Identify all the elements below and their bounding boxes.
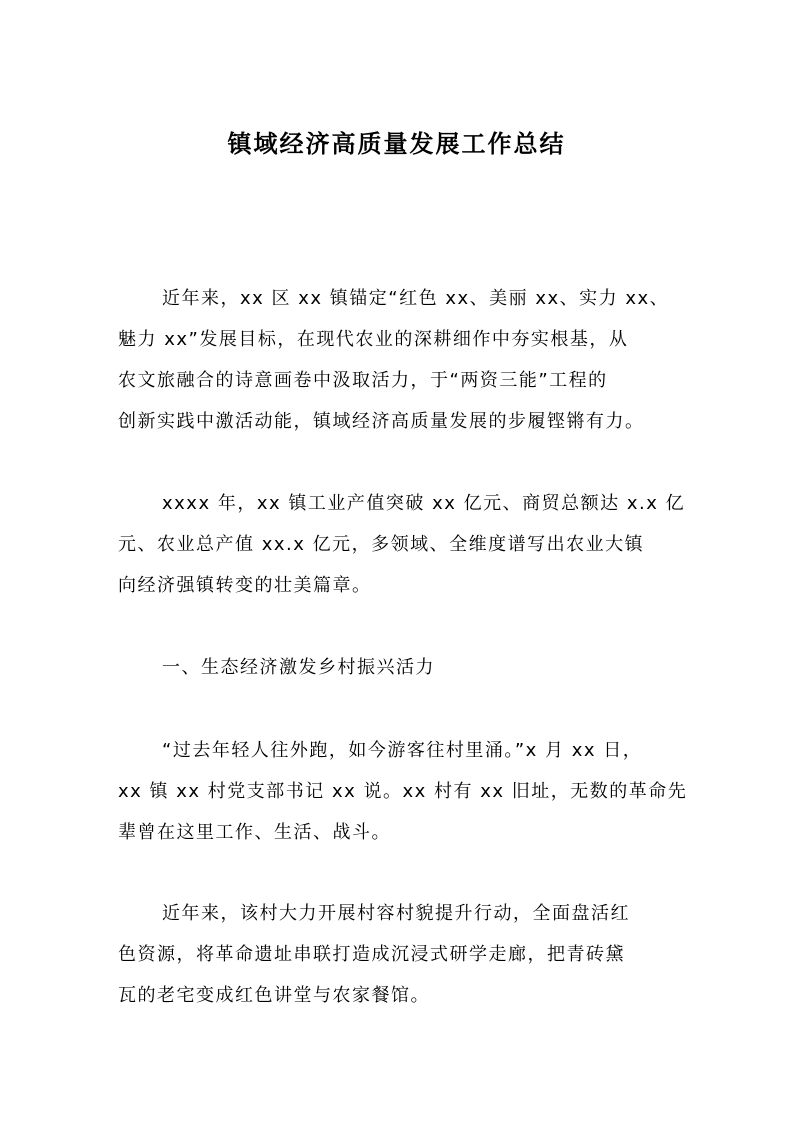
document-title: 镇域经济高质量发展工作总结: [227, 130, 566, 158]
paragraph-quote: [118, 730, 688, 853]
paragraph-line: 创新实践中激活动能，镇域经济高质量发展的步履铿锵有力。: [118, 411, 645, 432]
paragraph-line: 向经济强镇转变的壮美篇章。: [118, 575, 372, 596]
paragraph-line: xx 镇 xx 村党支部书记 xx 说。xx 村有 xx 旧址，无数的革命先: [118, 781, 688, 802]
paragraph-line: 元、农业总产值 xx.x 亿元，多领域、全维度谱写出农业大镇: [118, 534, 645, 555]
paragraph-line: 色资源，将革命遗址串联打造成沉浸式研学走廊，把青砖黛: [118, 944, 625, 965]
paragraph-line: “过去年轻人往外跑，如今游客往村里涌。”x 月 xx 日，: [162, 740, 643, 761]
paragraph-village: [118, 893, 688, 1016]
paragraph-line: 近年来，该村大力开展村容村貌提升行动，全面盘活红: [162, 903, 630, 924]
paragraph-line: 瓦的老宅变成红色讲堂与农家餐馆。: [118, 985, 430, 1006]
paragraph-statistics: [118, 483, 688, 606]
paragraph-line: 魅力 xx”发展目标，在现代农业的深耕细作中夯实根基，从: [118, 329, 629, 350]
paragraph-line: 农文旅融合的诗意画卷中汲取活力，于“两资三能”工程的: [118, 370, 608, 391]
paragraph-intro: [118, 278, 688, 442]
paragraph-line: xxxx 年，xx 镇工业产值突破 xx 亿元、商贸总额达 x.x 亿: [162, 493, 686, 514]
paragraph-line: 辈曾在这里工作、生活、战斗。: [118, 822, 391, 843]
paragraph-line: 近年来，xx 区 xx 镇锚定“红色 xx、美丽 xx、实力 xx、: [162, 288, 670, 309]
section-heading: 一、生态经济激发乡村振兴活力: [162, 657, 435, 678]
